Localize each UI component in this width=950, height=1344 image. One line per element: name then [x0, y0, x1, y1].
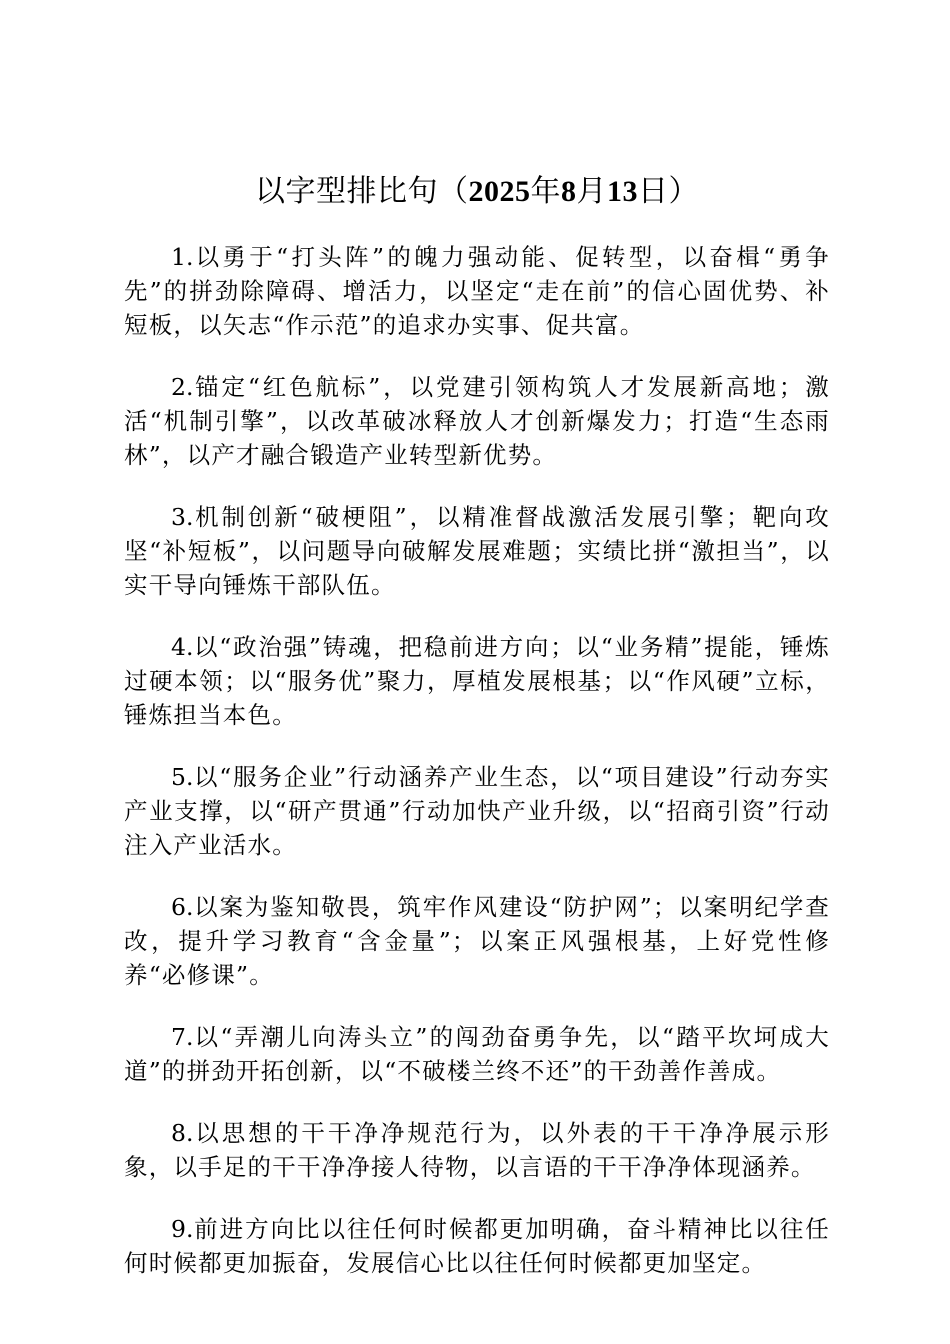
- title-month-unit: 月: [576, 174, 607, 209]
- item-number: 1.: [171, 243, 194, 271]
- list-item: [124, 630, 830, 732]
- document-title: [124, 172, 830, 212]
- item-text: 锚定“红色航标”，以党建引领构筑人才发展新高地；激活“机制引擎”，以改革破冰释放人才创新爆发力；打造“生态雨林”，以产才融合锻造产业转型新优势。: [124, 373, 830, 469]
- item-text: 以“政治强”铸魂，把稳前进方向；以“业务精”提能，锤炼过硬本领；以“服务优”聚力，厚植发展根基；以“作风硬”立标，锤炼担当本色。: [124, 633, 830, 729]
- title-day: 13: [607, 175, 638, 208]
- item-number: 9.: [171, 1215, 194, 1243]
- item-text: 以“服务企业”行动涵养产业生态，以“项目建设”行动夯实产业支撑，以“研产贯通”行动加快产业升级，以“招商引资”行动注入产业活水。: [124, 763, 830, 859]
- sentence-list: [124, 240, 830, 1280]
- item-text: 以思想的干干净净规范行为，以外表的干干净净展示形象，以手足的干干净净接人待物，以言语的干干净净体现涵养。: [124, 1119, 830, 1181]
- title-year-unit: 年: [530, 174, 561, 209]
- title-month: 8: [561, 175, 577, 208]
- list-item: [124, 1116, 830, 1184]
- item-number: 4.: [171, 633, 194, 661]
- list-item: [124, 1212, 830, 1280]
- item-text: 以案为鉴知敬畏，筑牢作风建设“防护网”；以案明纪学查改，提升学习教育“含金量”；以案正风强根基，上好党性修养“必修课”。: [124, 893, 830, 989]
- item-number: 7.: [171, 1023, 194, 1051]
- title-text: 以字型排比句（: [255, 174, 469, 209]
- list-item: [124, 500, 830, 602]
- item-text: 以勇于“打头阵”的魄力强动能、促转型，以奋楫“勇争先”的拼劲除障碍、增活力，以坚定“走在前”的信心固优势、补短板，以矢志“作示范”的追求办实事、促共富。: [124, 243, 830, 339]
- list-item: [124, 890, 830, 992]
- title-year: 2025: [468, 175, 531, 208]
- item-text: 前进方向比以往任何时候都更加明确，奋斗精神比以往任何时候都更加振奋，发展信心比以往任何时候都更加坚定。: [124, 1215, 830, 1277]
- list-item: [124, 1020, 830, 1088]
- item-number: 8.: [171, 1119, 194, 1147]
- item-text: 机制创新“破梗阻”，以精准督战激活发展引擎；靶向攻坚“补短板”，以问题导向破解发展难题；实绩比拼“激担当”，以实干导向锤炼干部队伍。: [124, 503, 830, 599]
- list-item: [124, 760, 830, 862]
- item-number: 2.: [171, 373, 194, 401]
- item-text: 以“弄潮儿向涛头立”的闯劲奋勇争先，以“踏平坎坷成大道”的拼劲开拓创新，以“不破楼兰终不还”的干劲善作善成。: [124, 1023, 830, 1085]
- list-item: [124, 240, 830, 342]
- item-number: 3.: [171, 503, 194, 531]
- item-number: 6.: [171, 893, 194, 921]
- list-item: [124, 370, 830, 472]
- item-number: 5.: [171, 763, 194, 791]
- title-day-unit: 日）: [638, 174, 699, 209]
